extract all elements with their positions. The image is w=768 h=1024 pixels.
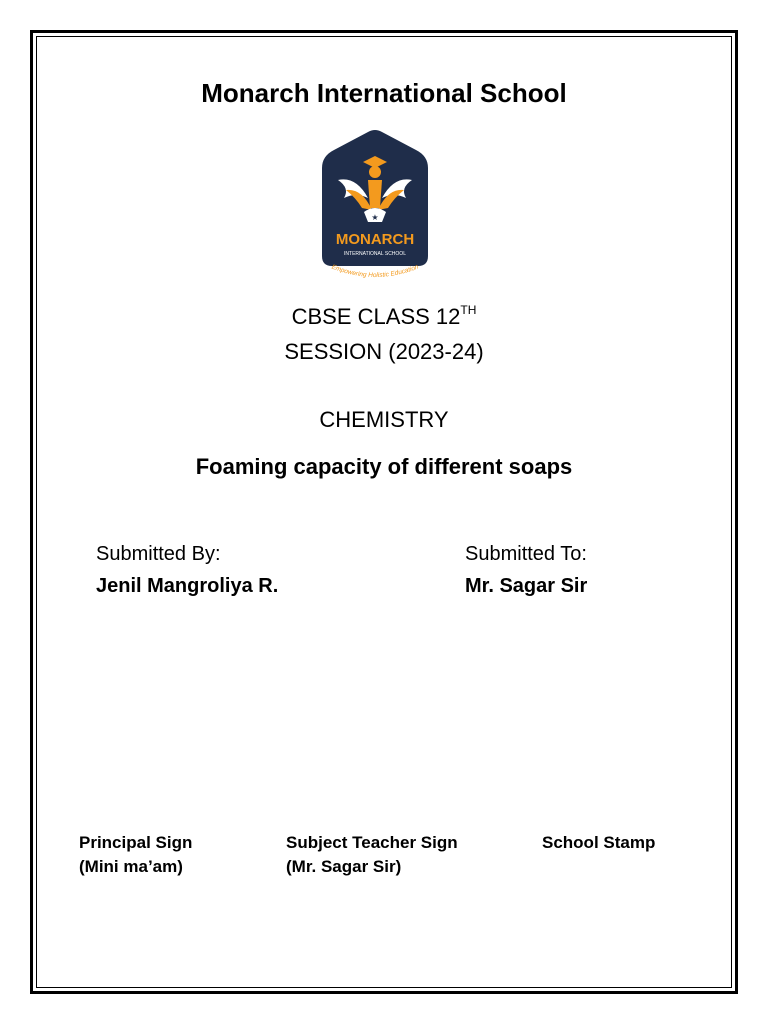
teacher-sign-title: Subject Teacher Sign xyxy=(286,833,458,852)
school-name: Monarch International School xyxy=(201,78,567,108)
session-heading: SESSION (2023-24) xyxy=(284,339,484,364)
submitted-by-name: Jenil Mangroliya R. xyxy=(96,575,279,597)
teacher-sign-name: (Mr. Sagar Sir) xyxy=(286,857,402,876)
subject-heading: CHEMISTRY xyxy=(319,407,449,432)
svg-text:★: ★ xyxy=(371,213,379,222)
principal-sign-block xyxy=(79,831,192,879)
svg-text:MONARCH: MONARCH xyxy=(335,231,415,248)
svg-text:INTERNATIONAL SCHOOL: INTERNATIONAL SCHOOL xyxy=(344,251,406,257)
project-title: Foaming capacity of different soaps xyxy=(195,454,573,479)
principal-sign-name: (Mini ma’am) xyxy=(79,857,183,876)
submitted-to-name: Mr. Sagar Sir xyxy=(465,575,588,597)
principal-sign-title: Principal Sign xyxy=(79,833,193,852)
svg-text:Empowering Holistic Education: Empowering Holistic Education xyxy=(330,263,420,280)
submitted-by-label: Submitted By: xyxy=(96,543,221,565)
submitted-to-label: Submitted To: xyxy=(465,543,587,565)
school-stamp-block xyxy=(542,831,655,855)
school-logo xyxy=(316,128,434,288)
teacher-sign-block xyxy=(286,831,458,879)
school-stamp-title: School Stamp xyxy=(542,833,656,852)
class-heading: CBSE CLASS 12TH xyxy=(291,303,477,329)
